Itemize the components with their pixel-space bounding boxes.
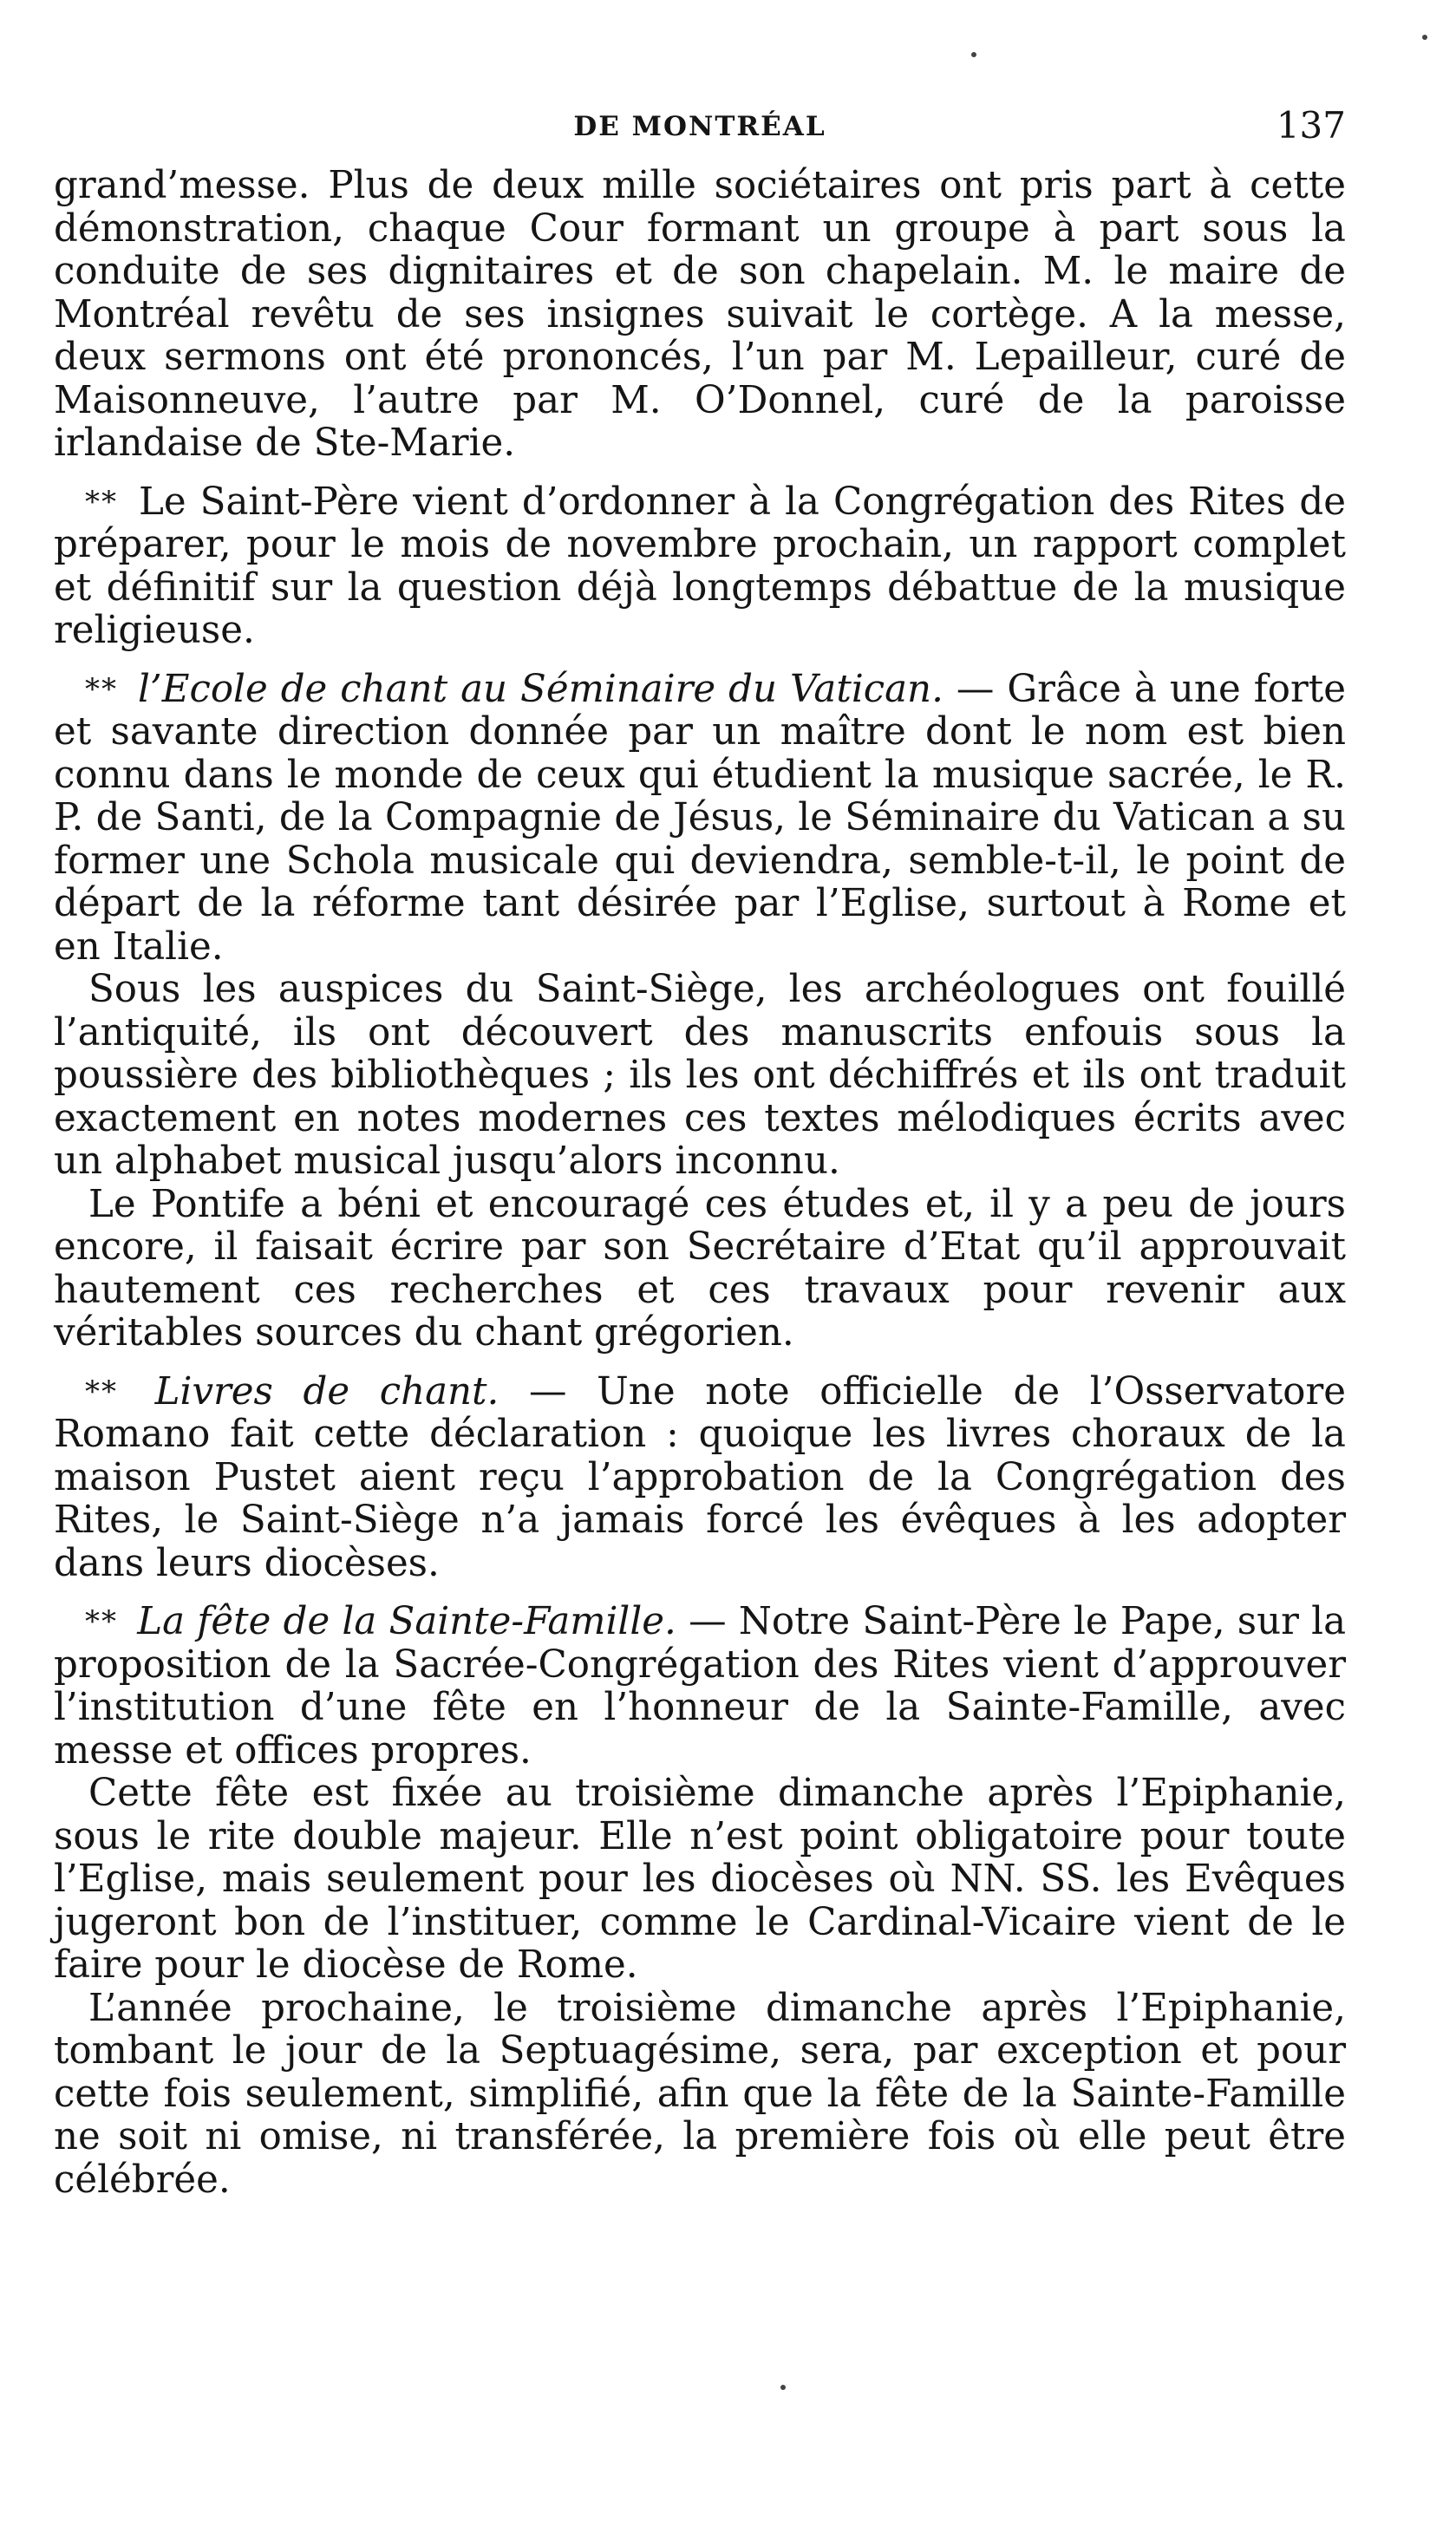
news-item [54,1601,1346,1773]
item-title: Livres de chant. [154,1369,499,1414]
paragraph-text: Le Saint-Père vient d’ordonner à la Congrégation des Rites de préparer, pour le mois de novembre prochain, un rapport complet et définitif sur la question déjà longtemps débattue de la musique religieuse. [54,480,1347,652]
news-item [54,481,1346,653]
running-header [54,104,1346,165]
paragraph-text: L’année prochaine, le troisième dimanche après l’Epiphanie, tombant le jour de la Septuagésime, sera, par exception et pour cette fois seulement, simplifié, afin que la fête de la Sainte-Famille ne soit ni omise, ni transférée, la première fois où elle peut être célébrée. [54,1986,1346,2202]
paragraph-text: Sous les auspices du Saint-Siège, les archéologues ont fouillé l’antiquité, ils ont découvert des manuscrits enfouis sous la poussière des bibliothèques ; ils les ont déchiffrés et ils ont traduit exactement en notes modernes ces textes mélodiques écrits avec un alphabet musical jusqu’alors inconnu. [54,968,1346,1183]
paragraph-text: — Une note officielle de l’Osservatore Romano fait cette déclaration : quoique les livres choraux de la maison Pustet aient reçu l’approbation de la Congrégation des Rites, le Saint-Siège n’a jamais forcé les évêques à les adopter dans leurs diocèses. [54,1369,1347,1585]
paragraph-text: — Grâce à une forte et savante direction donnée par un maître dont le nom est bien connu dans le monde de ceux qui étudient la musique sacrée, le R. P. de Santi, de la Compagnie de Jésus, le Séminaire du Vatican a su former une Schola musicale qui deviendra, semble-t-il, le point de départ de la réforme tant désirée par l’Eglise, surtout à Rome et en Italie. [54,667,1346,969]
paragraph [54,1988,1346,2203]
margin-speck [971,52,976,57]
asterism-icon: ** [85,484,118,519]
paragraph [54,1773,1346,1988]
paragraph [54,1184,1346,1355]
paragraph-text: Le Pontife a béni et encouragé ces études et, il y a peu de jours encore, il faisait écrire par son Secrétaire d’Etat qu’il approuvait hautement ces recherches et ces travaux pour revenir aux véritables sources du chant grégorien. [54,1182,1346,1355]
paragraph-text: grand’messe. Plus de deux mille sociétaires ont pris part à cette démonstration, chaque Cour formant un groupe à part sous la conduite de ses dignitaires et de son chapelain. M. le maire de Montréal revêtu de ses insignes suivait le cortège. A la messe, deux sermons ont été prononcés, l’un par M. Lepailleur, curé de Maisonneuve, l’autre par M. O’Donnel, curé de la paroisse irlandaise de Ste-Marie. [54,164,1346,465]
item-title: l’Ecole de chant au Séminaire du Vatican. [138,667,943,711]
asterism-icon: ** [85,1374,118,1409]
running-title: DE MONTRÉAL [573,111,826,142]
asterism-icon: ** [85,671,118,707]
paragraph-text: Cette fête est fixée au troisième dimanche après l’Epiphanie, sous le rite double majeur. Elle n’est point obligatoire pour toute l’Eglise, mais seulement pour les diocèses où NN. SS. les Evêques jugeront bon de l’instituer, comme le Cardinal-Vicaire vient de le faire pour le diocèse de Rome. [54,1772,1346,1987]
paragraph [54,969,1346,1184]
asterism-icon: ** [85,1604,118,1639]
page-number: 137 [1276,104,1346,147]
news-item [54,669,1346,970]
paragraph [54,165,1346,466]
book-page [54,104,1346,2202]
item-title: La fête de la Sainte-Famille. [137,1600,676,1643]
margin-speck [1422,35,1427,40]
margin-speck [780,2385,786,2390]
news-item [54,1371,1346,1586]
body-text [54,165,1346,2202]
paragraph-text: — Notre Saint-Père le Pape, sur la proposition de la Sacrée-Congrégation des Rites vient d’approuver l’institution d’une fête en l’honneur de la Sainte-Famille, avec messe et offices propres. [54,1600,1347,1773]
